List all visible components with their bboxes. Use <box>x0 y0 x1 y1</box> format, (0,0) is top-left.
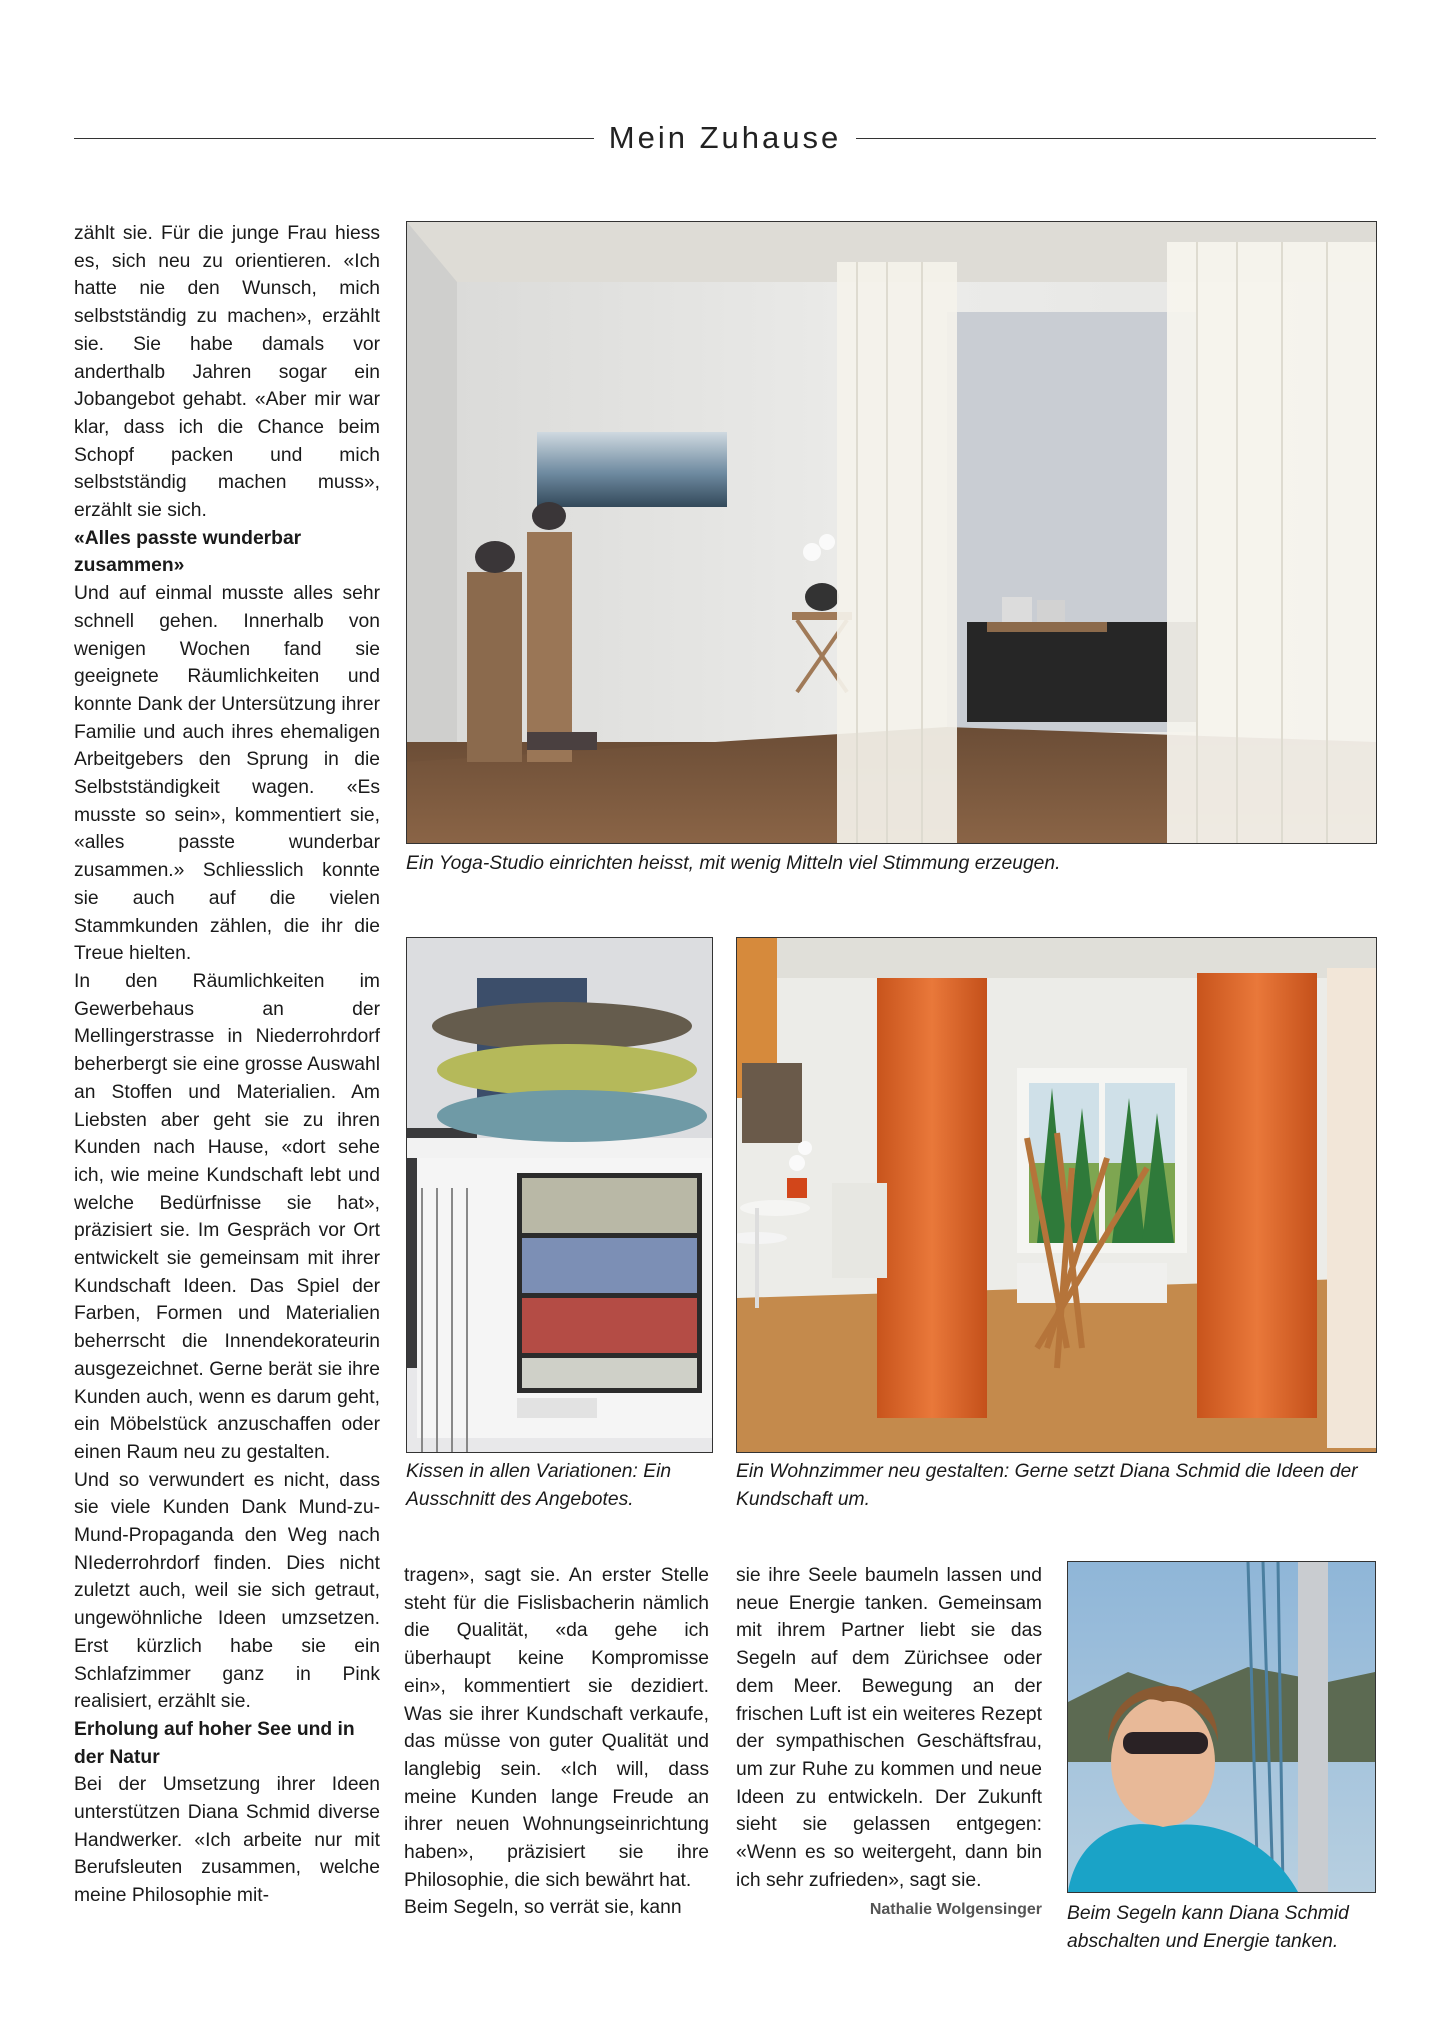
cushions-photo <box>406 937 713 1453</box>
paragraph: tragen», sagt sie. An erster Stelle steht für die Fislisbacherin nämlich die Qualität, «da gehe ich überhaupt keine Kompromisse ein», kommentiert sie dezidiert. Was sie ihrer Kundschaft verkaufe, das müsse von guter Qualität und langlebig sein. «Ich will, dass meine Kunden lange Freude an ihrer neuen Wohnungseinrichtung haben», präzisiert sie ihre Philosophie, die sich bewährt hat. <box>404 1565 709 1891</box>
yoga-studio-photo <box>406 221 1377 844</box>
sailing-caption: Beim Segeln kann Diana Schmid abschalten und Energie tanken. <box>1067 1903 1349 1952</box>
paragraph: Beim Segeln, so verrät sie, kann <box>404 1897 682 1919</box>
paragraph: Und so verwundert es nicht, dass sie viele Kunden Dank Mund-zu-Mund-Propaganda den Weg nach NIederrohrdorf finden. Dies nicht zuletzt auch, weil sie sich getraut, ungewöhnliche Ideen umzsetzen. Erst kürzlich habe sie ein Schlafzimmer ganz in Pink realisiert, erzählt sie. <box>74 1469 380 1713</box>
article-column-2 <box>404 1562 709 1922</box>
paragraph: In den Räumlichkeiten im Gewerbehaus an der Mellingerstrasse in Niederrohrdorf beherbergt sie eine grosse Auswahl an Stoffen und Materialien. Am Liebsten aber geht sie zu ihren Kunden nach Hause, «dort sehe ich, wie meine Kundschaft lebt und welche Bedürfnisse sie hat», präzisiert sie. Im Gespräch vor Ort entwickelt sie gemeinsam mit ihrer Kundschaft Ideen. Das Spiel der Farben, Formen und Materialien beherrscht die Innendekorateurin ausgezeichnet. Gerne berät sie ihre Kunden auch, wenn es darum geht, ein Möbelstück anzuschaffen oder einen Raum neu zu gestalten. <box>74 970 380 1463</box>
subheading: Erholung auf hoher See und in der Natur <box>74 1718 355 1768</box>
living-room-photo <box>736 937 1377 1453</box>
section-header <box>74 118 1376 158</box>
paragraph: Bei der Umsetzung ihrer Ideen unterstützen Diana Schmid diverse Handwerker. «Ich arbeite nur mit Berufsleuten zusammen, welche meine Philosophie mit- <box>74 1774 380 1907</box>
subheading: «Alles passte wunderbar zusammen» <box>74 527 302 577</box>
article-column-3 <box>736 1562 1042 1924</box>
author-byline: Nathalie Wolgensinger <box>869 1901 1042 1919</box>
sailing-portrait-photo <box>1067 1561 1376 1893</box>
living-room-caption: Ein Wohnzimmer neu gestalten: Gerne setzt Diana Schmid die Ideen der Kundschaft um. <box>736 1461 1358 1510</box>
article-column-1 <box>74 220 380 1910</box>
paragraph: Und auf einmal musste alles sehr schnell gehen. Innerhalb von wenigen Wochen fand sie geeignete Räumlichkeiten und konnte Dank der Untersützung ihrer Familie und auch ihres ehemaligen Arbeitgebers den Sprung in die Selbstständigkeit wagen. «Es musste so sein», kommentiert sie, «alles passte wunderbar zusammen.» Schliesslich konnte sie auch auf die vielen Stammkunden zählen, die ihr die Treue hielten. <box>74 583 380 965</box>
paragraph: zählt sie. Für die junge Frau hiess es, sich neu zu orientieren. «Ich hatte nie den Wunsch, mich selbstständig zu machen», erzählt sie. Sie habe damals vor anderthalb Jahren sogar ein Jobangebot gehabt. «Aber mir war klar, dass ich die Chance beim Schopf packen und mich selbstständig machen muss», erzählt sie sich. <box>74 223 380 522</box>
header-rule-right <box>856 138 1376 139</box>
cushions-caption: Kissen in allen Variationen: Ein Ausschnitt des Angebotes. <box>406 1461 672 1510</box>
yoga-studio-caption: Ein Yoga-Studio einrichten heisst, mit wenig Mitteln viel Stimmung erzeugen. <box>406 853 1061 874</box>
section-title: Mein Zuhause <box>608 120 842 155</box>
paragraph: sie ihre Seele baumeln lassen und neue Energie tanken. Gemeinsam mit ihrem Partner liebt sie das Segeln auf dem Zürichsee oder dem Meer. Bewegung an der frischen Luft ist ein weiteres Rezept der sympathischen Geschäftsfrau, um zur Ruhe zu kommen und neue Ideen zu entwickeln. Der Zukunft sieht sie gelassen entgegen: «Wenn es so weitergeht, dann bin ich sehr zufrieden», sagt sie. <box>736 1565 1042 1891</box>
